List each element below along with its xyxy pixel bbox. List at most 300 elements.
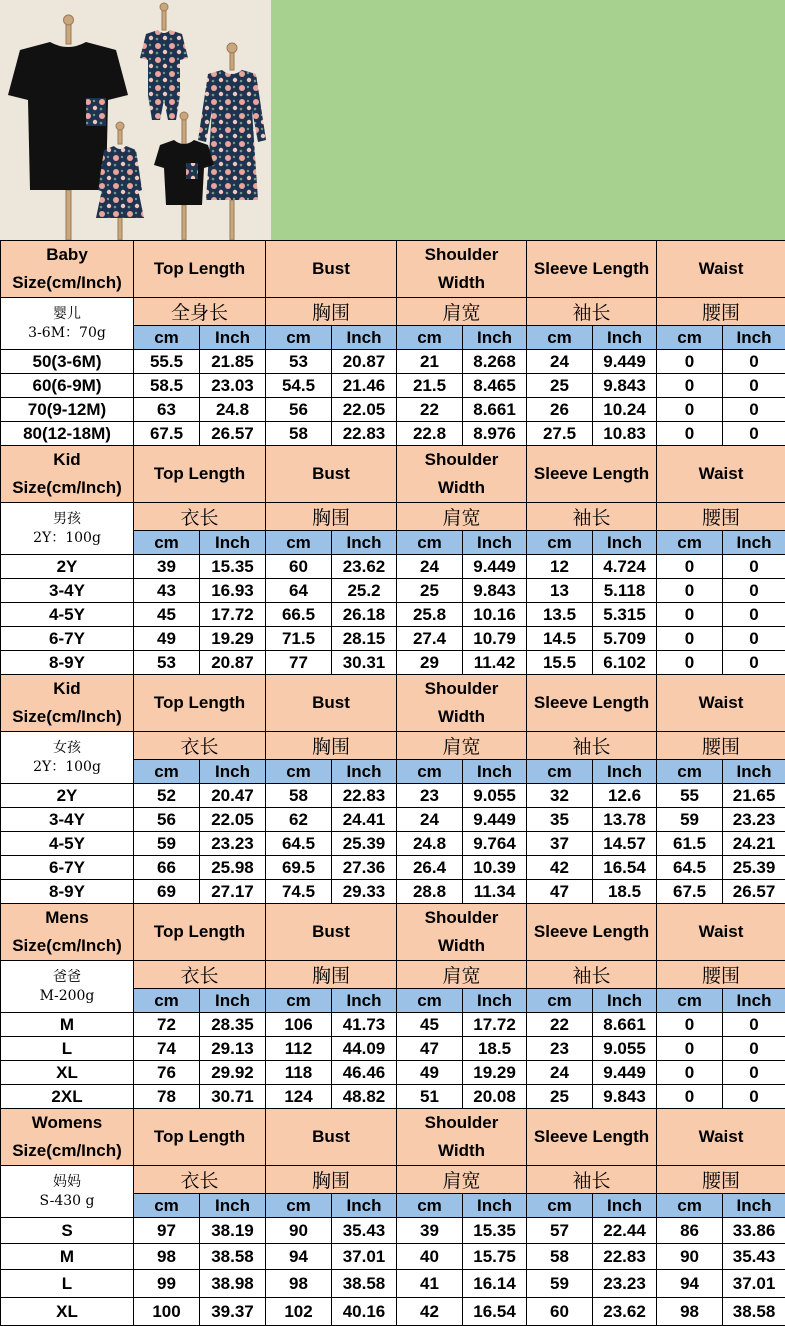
table-row (1, 627, 785, 651)
value-cell: 28.15 (332, 627, 397, 651)
zh-column-header: 衣长 (134, 503, 266, 531)
value-cell: 25 (527, 374, 593, 398)
column-header: Top Length (134, 675, 266, 732)
unit-cm: cm (397, 326, 463, 350)
column-header: Bust (266, 446, 397, 503)
unit-cm: cm (527, 989, 593, 1013)
table-row (1, 784, 785, 808)
value-cell: 0 (723, 1037, 785, 1061)
value-cell: 43 (134, 579, 200, 603)
value-cell: 29.13 (200, 1037, 266, 1061)
section-title (1, 241, 134, 298)
value-cell: 58 (527, 1244, 593, 1270)
value-cell: 9.843 (593, 374, 657, 398)
value-cell: 74 (134, 1037, 200, 1061)
value-cell: 22.05 (332, 398, 397, 422)
unit-cm: cm (657, 760, 723, 784)
value-cell: 38.98 (200, 1270, 266, 1298)
value-cell: 20.08 (463, 1085, 527, 1109)
value-cell: 26.4 (397, 856, 463, 880)
value-cell: 58 (266, 784, 332, 808)
zh-header-row (1, 1166, 785, 1194)
value-cell: 16.93 (200, 579, 266, 603)
zh-column-header: 腰围 (657, 1166, 785, 1194)
zh-column-header: 腰围 (657, 298, 785, 326)
table-row (1, 350, 785, 374)
value-cell: 17.72 (200, 603, 266, 627)
value-cell: 66.5 (266, 603, 332, 627)
unit-cm: cm (266, 760, 332, 784)
unit-cm: cm (266, 326, 332, 350)
value-cell: 94 (266, 1244, 332, 1270)
unit-inch: Inch (332, 760, 397, 784)
table-row (1, 651, 785, 675)
unit-inch: Inch (723, 1194, 785, 1218)
value-cell: 0 (657, 555, 723, 579)
value-cell: 0 (723, 651, 785, 675)
size-unit-label: Size(cm/Inch) (1, 269, 133, 297)
section-header-row (1, 1109, 785, 1166)
zh-column-header: 腰围 (657, 961, 785, 989)
unit-cm: cm (266, 531, 332, 555)
value-cell: 10.39 (463, 856, 527, 880)
size-cell: S (1, 1218, 134, 1244)
unit-inch: Inch (723, 326, 785, 350)
zh-column-header: 胸围 (266, 503, 397, 531)
value-cell: 0 (657, 579, 723, 603)
value-cell: 94 (657, 1270, 723, 1298)
size-cell: 2Y (1, 784, 134, 808)
value-cell: 19.29 (200, 627, 266, 651)
column-header: Top Length (134, 1109, 266, 1166)
value-cell: 37.01 (723, 1270, 785, 1298)
model-size-label: 2Y：100g (1, 758, 133, 777)
value-cell: 23.03 (200, 374, 266, 398)
column-header: Sleeve Length (527, 241, 657, 298)
value-cell: 90 (657, 1244, 723, 1270)
value-cell: 0 (657, 627, 723, 651)
unit-inch: Inch (593, 1194, 657, 1218)
column-header: Bust (266, 1109, 397, 1166)
value-cell: 39.37 (200, 1298, 266, 1326)
value-cell: 9.843 (593, 1085, 657, 1109)
value-cell: 8.661 (593, 1013, 657, 1037)
value-cell: 25 (527, 1085, 593, 1109)
value-cell: 29.33 (332, 880, 397, 904)
value-cell: 49 (397, 1061, 463, 1085)
value-cell: 13.78 (593, 808, 657, 832)
value-cell: 15.35 (200, 555, 266, 579)
column-header-line: Width (397, 1137, 526, 1165)
value-cell: 45 (397, 1013, 463, 1037)
product-photo (0, 0, 271, 240)
zh-column-header: 袖长 (527, 1166, 657, 1194)
unit-cm: cm (527, 531, 593, 555)
model-label (1, 732, 134, 784)
category-label: Kid (1, 675, 133, 703)
size-cell: 60(6-9M) (1, 374, 134, 398)
value-cell: 10.83 (593, 422, 657, 446)
value-cell: 64 (266, 579, 332, 603)
value-cell: 21 (397, 350, 463, 374)
value-cell: 21.65 (723, 784, 785, 808)
zh-column-header: 肩宽 (397, 1166, 527, 1194)
value-cell: 54.5 (266, 374, 332, 398)
value-cell: 53 (266, 350, 332, 374)
value-cell: 25 (397, 579, 463, 603)
value-cell: 9.449 (593, 1061, 657, 1085)
value-cell: 13.5 (527, 603, 593, 627)
value-cell: 25.98 (200, 856, 266, 880)
zh-column-header: 袖长 (527, 961, 657, 989)
size-cell: 8-9Y (1, 880, 134, 904)
zh-category-label: 爸爸 (1, 968, 133, 987)
size-cell: M (1, 1244, 134, 1270)
value-cell: 27.36 (332, 856, 397, 880)
table-row (1, 555, 785, 579)
size-cell: 4-5Y (1, 832, 134, 856)
zh-column-header: 袖长 (527, 298, 657, 326)
value-cell: 0 (723, 398, 785, 422)
value-cell: 16.54 (463, 1298, 527, 1326)
value-cell: 23.62 (332, 555, 397, 579)
column-header: Waist (657, 241, 785, 298)
column-header-line: Width (397, 703, 526, 731)
category-label: Kid (1, 446, 133, 474)
size-unit-label: Size(cm/Inch) (1, 932, 133, 960)
zh-column-header: 肩宽 (397, 298, 527, 326)
value-cell: 99 (134, 1270, 200, 1298)
value-cell: 35 (527, 808, 593, 832)
unit-inch: Inch (463, 760, 527, 784)
value-cell: 40 (397, 1244, 463, 1270)
value-cell: 0 (657, 398, 723, 422)
value-cell: 28.35 (200, 1013, 266, 1037)
value-cell: 21.5 (397, 374, 463, 398)
value-cell: 52 (134, 784, 200, 808)
value-cell: 6.102 (593, 651, 657, 675)
value-cell: 67.5 (657, 880, 723, 904)
column-header-line: Shoulder (397, 675, 526, 703)
value-cell: 44.09 (332, 1037, 397, 1061)
value-cell: 18.5 (463, 1037, 527, 1061)
value-cell: 9.055 (463, 784, 527, 808)
value-cell: 78 (134, 1085, 200, 1109)
value-cell: 0 (657, 374, 723, 398)
value-cell: 53 (134, 651, 200, 675)
unit-inch: Inch (200, 989, 266, 1013)
value-cell: 24.8 (200, 398, 266, 422)
section-header-row (1, 904, 785, 961)
value-cell: 27.17 (200, 880, 266, 904)
section-title (1, 675, 134, 732)
value-cell: 38.58 (723, 1298, 785, 1326)
unit-inch: Inch (593, 760, 657, 784)
unit-inch: Inch (463, 989, 527, 1013)
value-cell: 21.46 (332, 374, 397, 398)
unit-cm: cm (397, 760, 463, 784)
table-row (1, 603, 785, 627)
column-header: Sleeve Length (527, 904, 657, 961)
value-cell: 118 (266, 1061, 332, 1085)
zh-header-row (1, 298, 785, 326)
zh-column-header: 腰围 (657, 503, 785, 531)
value-cell: 98 (134, 1244, 200, 1270)
value-cell: 55 (657, 784, 723, 808)
unit-cm: cm (657, 1194, 723, 1218)
value-cell: 47 (397, 1037, 463, 1061)
value-cell: 56 (134, 808, 200, 832)
table-row (1, 1085, 785, 1109)
size-cell: XL (1, 1298, 134, 1326)
column-header-line: Width (397, 474, 526, 502)
value-cell: 16.54 (593, 856, 657, 880)
value-cell: 46.46 (332, 1061, 397, 1085)
value-cell: 98 (657, 1298, 723, 1326)
value-cell: 20.87 (200, 651, 266, 675)
value-cell: 32 (527, 784, 593, 808)
column-header: Waist (657, 904, 785, 961)
value-cell: 12 (527, 555, 593, 579)
value-cell: 30.71 (200, 1085, 266, 1109)
value-cell: 24.41 (332, 808, 397, 832)
value-cell: 22.05 (200, 808, 266, 832)
value-cell: 60 (266, 555, 332, 579)
unit-cm: cm (134, 989, 200, 1013)
size-cell: 2XL (1, 1085, 134, 1109)
value-cell: 40.16 (332, 1298, 397, 1326)
value-cell: 14.57 (593, 832, 657, 856)
value-cell: 0 (657, 1037, 723, 1061)
value-cell: 59 (134, 832, 200, 856)
value-cell: 25.8 (397, 603, 463, 627)
value-cell: 5.315 (593, 603, 657, 627)
table-row (1, 808, 785, 832)
table-row (1, 1037, 785, 1061)
section-title (1, 1109, 134, 1166)
value-cell: 69 (134, 880, 200, 904)
value-cell: 39 (397, 1218, 463, 1244)
value-cell: 42 (527, 856, 593, 880)
value-cell: 24.21 (723, 832, 785, 856)
value-cell: 9.843 (463, 579, 527, 603)
banner-color-block (271, 0, 785, 240)
zh-column-header: 衣长 (134, 732, 266, 760)
column-header (397, 1109, 527, 1166)
value-cell: 12.6 (593, 784, 657, 808)
value-cell: 67.5 (134, 422, 200, 446)
unit-inch: Inch (723, 760, 785, 784)
zh-header-row (1, 503, 785, 531)
value-cell: 124 (266, 1085, 332, 1109)
column-header-line: Width (397, 932, 526, 960)
value-cell: 9.449 (463, 555, 527, 579)
zh-category-label: 女孩 (1, 739, 133, 758)
value-cell: 64.5 (657, 856, 723, 880)
zh-category-label: 婴儿 (1, 305, 133, 324)
family-outfit-illustration (0, 0, 271, 240)
value-cell: 86 (657, 1218, 723, 1244)
column-header (397, 241, 527, 298)
value-cell: 77 (266, 651, 332, 675)
value-cell: 19.29 (463, 1061, 527, 1085)
value-cell: 22.83 (332, 784, 397, 808)
unit-cm: cm (657, 989, 723, 1013)
value-cell: 22.83 (593, 1244, 657, 1270)
zh-column-header: 胸围 (266, 298, 397, 326)
value-cell: 0 (657, 651, 723, 675)
value-cell: 15.75 (463, 1244, 527, 1270)
value-cell: 98 (266, 1270, 332, 1298)
value-cell: 106 (266, 1013, 332, 1037)
category-label: Mens (1, 904, 133, 932)
value-cell: 8.661 (463, 398, 527, 422)
unit-cm: cm (397, 989, 463, 1013)
value-cell: 22.44 (593, 1218, 657, 1244)
unit-inch: Inch (723, 989, 785, 1013)
value-cell: 10.16 (463, 603, 527, 627)
value-cell: 8.465 (463, 374, 527, 398)
model-size-label: M-200g (1, 987, 133, 1006)
value-cell: 0 (723, 579, 785, 603)
value-cell: 0 (657, 1061, 723, 1085)
column-header-line: Shoulder (397, 241, 526, 269)
value-cell: 100 (134, 1298, 200, 1326)
model-label (1, 1166, 134, 1218)
zh-column-header: 腰围 (657, 732, 785, 760)
value-cell: 0 (723, 422, 785, 446)
column-header: Top Length (134, 904, 266, 961)
value-cell: 26.18 (332, 603, 397, 627)
value-cell: 23.23 (593, 1270, 657, 1298)
value-cell: 11.34 (463, 880, 527, 904)
model-label (1, 298, 134, 350)
value-cell: 24 (397, 808, 463, 832)
value-cell: 0 (657, 1085, 723, 1109)
table-row (1, 880, 785, 904)
zh-column-header: 肩宽 (397, 732, 527, 760)
value-cell: 49 (134, 627, 200, 651)
value-cell: 37.01 (332, 1244, 397, 1270)
value-cell: 55.5 (134, 350, 200, 374)
category-label: Baby (1, 241, 133, 269)
value-cell: 62 (266, 808, 332, 832)
table-row (1, 1013, 785, 1037)
value-cell: 15.35 (463, 1218, 527, 1244)
value-cell: 102 (266, 1298, 332, 1326)
zh-column-header: 衣长 (134, 961, 266, 989)
value-cell: 74.5 (266, 880, 332, 904)
value-cell: 38.58 (332, 1270, 397, 1298)
table-row (1, 422, 785, 446)
value-cell: 38.19 (200, 1218, 266, 1244)
unit-inch: Inch (463, 1194, 527, 1218)
unit-inch: Inch (593, 326, 657, 350)
unit-cm: cm (134, 760, 200, 784)
value-cell: 15.5 (527, 651, 593, 675)
value-cell: 71.5 (266, 627, 332, 651)
column-header: Sleeve Length (527, 675, 657, 732)
value-cell: 0 (723, 1061, 785, 1085)
table-row (1, 856, 785, 880)
value-cell: 29 (397, 651, 463, 675)
unit-cm: cm (266, 1194, 332, 1218)
value-cell: 22 (397, 398, 463, 422)
size-chart (0, 240, 785, 1326)
value-cell: 23 (527, 1037, 593, 1061)
table-row (1, 374, 785, 398)
unit-cm: cm (134, 531, 200, 555)
column-header: Bust (266, 904, 397, 961)
size-cell: 4-5Y (1, 603, 134, 627)
value-cell: 0 (723, 1013, 785, 1037)
unit-cm: cm (397, 1194, 463, 1218)
section-header-row (1, 675, 785, 732)
value-cell: 8.268 (463, 350, 527, 374)
value-cell: 41.73 (332, 1013, 397, 1037)
value-cell: 23.62 (593, 1298, 657, 1326)
column-header (397, 446, 527, 503)
zh-column-header: 衣长 (134, 1166, 266, 1194)
value-cell: 58.5 (134, 374, 200, 398)
value-cell: 9.449 (593, 350, 657, 374)
value-cell: 97 (134, 1218, 200, 1244)
size-unit-label: Size(cm/Inch) (1, 703, 133, 731)
column-header-line: Width (397, 269, 526, 297)
zh-column-header: 胸围 (266, 1166, 397, 1194)
value-cell: 0 (723, 603, 785, 627)
unit-inch: Inch (332, 989, 397, 1013)
value-cell: 23.23 (723, 808, 785, 832)
value-cell: 69.5 (266, 856, 332, 880)
table-row (1, 1298, 785, 1326)
unit-cm: cm (397, 531, 463, 555)
value-cell: 48.82 (332, 1085, 397, 1109)
value-cell: 17.72 (463, 1013, 527, 1037)
value-cell: 9.055 (593, 1037, 657, 1061)
value-cell: 5.709 (593, 627, 657, 651)
column-header (397, 904, 527, 961)
value-cell: 26 (527, 398, 593, 422)
value-cell: 35.43 (723, 1244, 785, 1270)
value-cell: 64.5 (266, 832, 332, 856)
value-cell: 60 (527, 1298, 593, 1326)
value-cell: 23 (397, 784, 463, 808)
size-cell: 2Y (1, 555, 134, 579)
model-size-label: 3-6M：70g (1, 324, 133, 343)
value-cell: 8.976 (463, 422, 527, 446)
banner (0, 0, 785, 240)
unit-inch: Inch (723, 531, 785, 555)
unit-cm: cm (527, 1194, 593, 1218)
section-header-row (1, 241, 785, 298)
zh-column-header: 肩宽 (397, 503, 527, 531)
zh-column-header: 肩宽 (397, 961, 527, 989)
column-header: Top Length (134, 241, 266, 298)
column-header: Waist (657, 446, 785, 503)
zh-header-row (1, 732, 785, 760)
table-row (1, 579, 785, 603)
zh-header-row (1, 961, 785, 989)
zh-column-header: 胸围 (266, 961, 397, 989)
unit-inch: Inch (463, 531, 527, 555)
value-cell: 16.14 (463, 1270, 527, 1298)
size-cell: 6-7Y (1, 627, 134, 651)
model-size-label: 2Y：100g (1, 529, 133, 548)
size-cell: L (1, 1037, 134, 1061)
section-header-row (1, 446, 785, 503)
column-header: Bust (266, 675, 397, 732)
